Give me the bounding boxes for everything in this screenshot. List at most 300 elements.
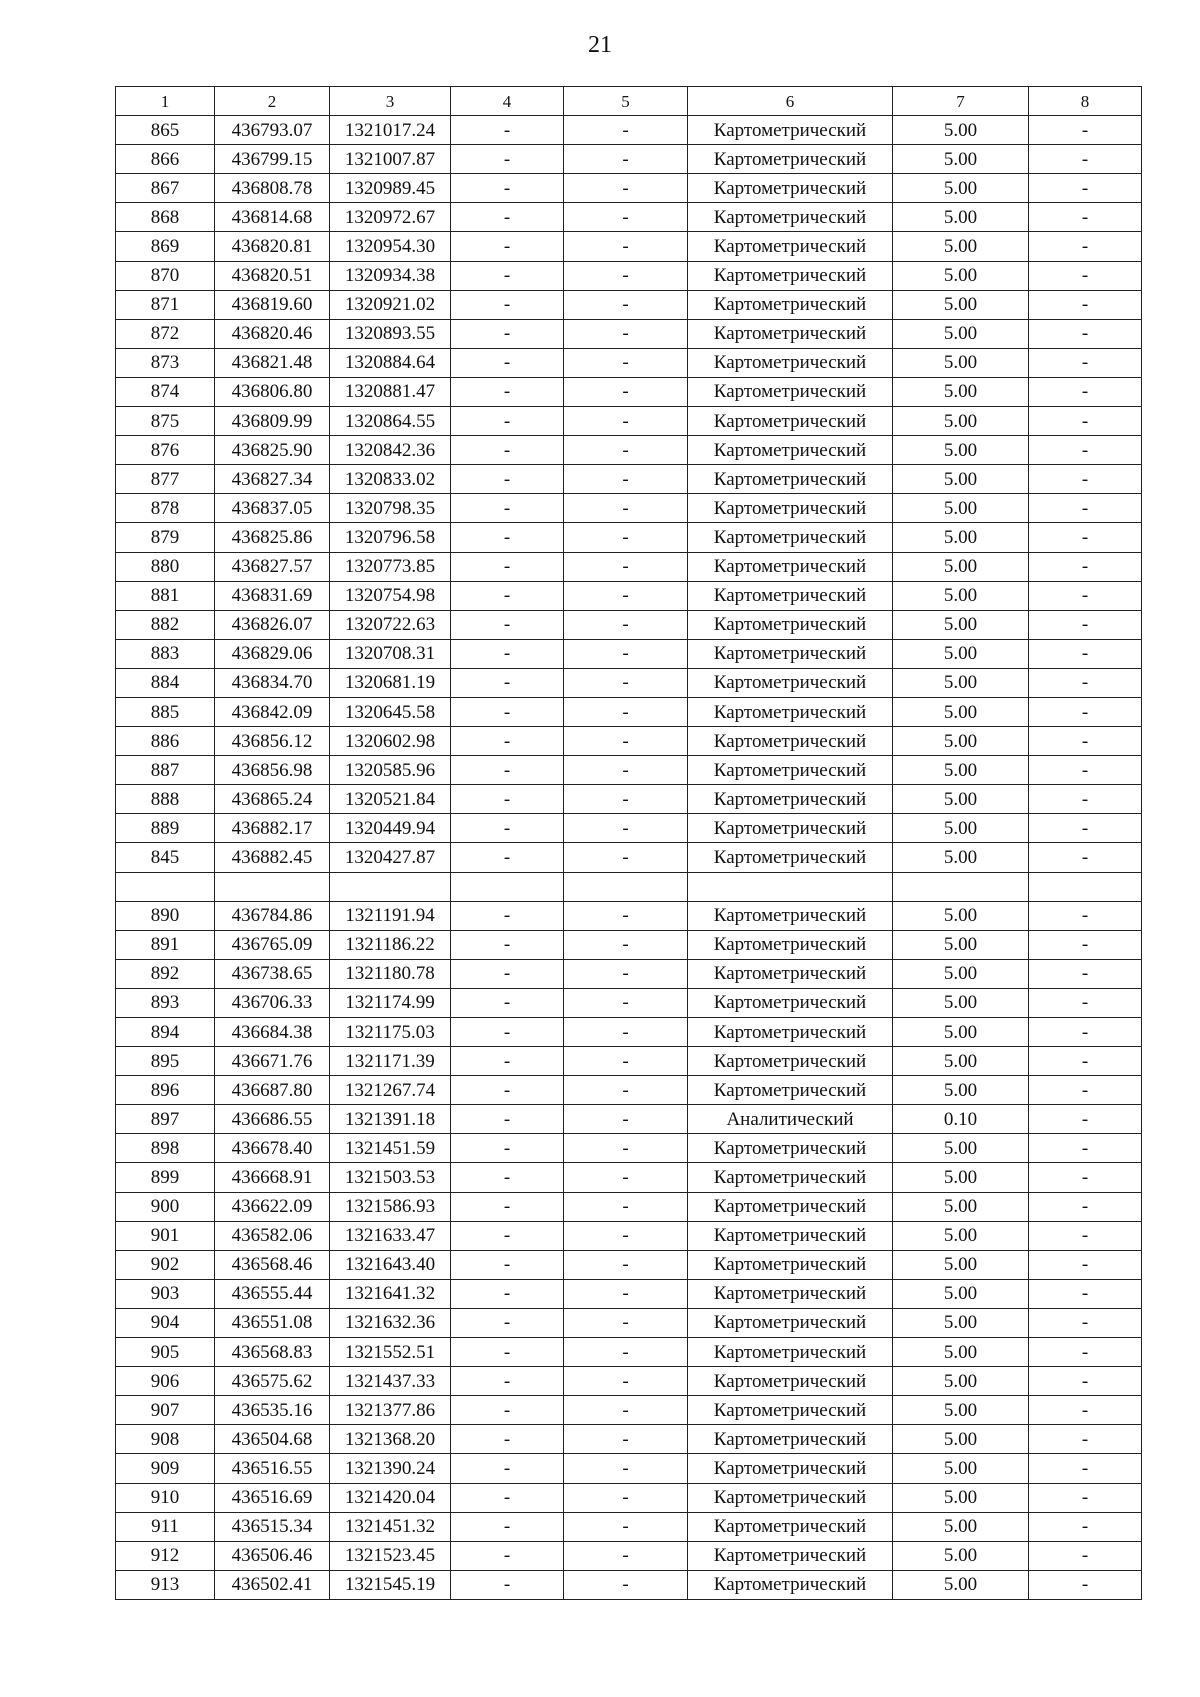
y-coordinate-cell: 1320884.64 — [330, 348, 451, 377]
point-number-cell — [116, 872, 215, 901]
accuracy-cell: 5.00 — [893, 1279, 1029, 1308]
col8-cell: - — [1029, 348, 1142, 377]
y-coordinate-cell: 1320972.67 — [330, 203, 451, 232]
col8-cell: - — [1029, 145, 1142, 174]
table-row — [116, 1076, 1142, 1105]
col5-cell: - — [564, 1250, 688, 1279]
y-coordinate-cell: 1321437.33 — [330, 1367, 451, 1396]
method-cell: Картометрический — [688, 1483, 893, 1512]
col4-cell: - — [451, 1483, 564, 1512]
x-coordinate-cell: 436555.44 — [215, 1279, 330, 1308]
y-coordinate-cell: 1321174.99 — [330, 988, 451, 1017]
point-number-cell: 906 — [116, 1367, 215, 1396]
point-number-cell: 902 — [116, 1250, 215, 1279]
col5-cell: - — [564, 668, 688, 697]
accuracy-cell: 5.00 — [893, 1338, 1029, 1367]
col4-cell: - — [451, 1308, 564, 1337]
y-coordinate-cell: 1321186.22 — [330, 930, 451, 959]
col5-cell: - — [564, 756, 688, 785]
table-row — [116, 1454, 1142, 1483]
col8-cell: - — [1029, 407, 1142, 436]
col5-cell: - — [564, 843, 688, 872]
column-header-7: 7 — [893, 87, 1029, 116]
accuracy-cell: 5.00 — [893, 1367, 1029, 1396]
accuracy-cell: 0.10 — [893, 1105, 1029, 1134]
y-coordinate-cell: 1321420.04 — [330, 1483, 451, 1512]
table-row — [116, 1221, 1142, 1250]
table-row — [116, 581, 1142, 610]
col4-cell: - — [451, 668, 564, 697]
col4-cell: - — [451, 727, 564, 756]
method-cell: Картометрический — [688, 290, 893, 319]
col8-cell: - — [1029, 1076, 1142, 1105]
y-coordinate-cell: 1321391.18 — [330, 1105, 451, 1134]
point-number-cell: 845 — [116, 843, 215, 872]
y-coordinate-cell: 1321586.93 — [330, 1192, 451, 1221]
table-row — [116, 407, 1142, 436]
col8-cell: - — [1029, 319, 1142, 348]
y-coordinate-cell: 1321175.03 — [330, 1018, 451, 1047]
table-row — [116, 901, 1142, 930]
table-row — [116, 814, 1142, 843]
point-number-cell: 872 — [116, 319, 215, 348]
col8-cell: - — [1029, 1570, 1142, 1599]
method-cell: Картометрический — [688, 1541, 893, 1570]
col8-cell: - — [1029, 814, 1142, 843]
point-number-cell: 911 — [116, 1512, 215, 1541]
col5-cell: - — [564, 901, 688, 930]
method-cell: Картометрический — [688, 407, 893, 436]
accuracy-cell: 5.00 — [893, 232, 1029, 261]
col8-cell: - — [1029, 523, 1142, 552]
x-coordinate-cell: 436582.06 — [215, 1221, 330, 1250]
method-cell: Картометрический — [688, 377, 893, 406]
method-cell: Картометрический — [688, 785, 893, 814]
col5-cell: - — [564, 552, 688, 581]
point-number-cell: 898 — [116, 1134, 215, 1163]
point-number-cell: 905 — [116, 1338, 215, 1367]
col4-cell: - — [451, 1570, 564, 1599]
accuracy-cell: 5.00 — [893, 523, 1029, 552]
method-cell: Аналитический — [688, 1105, 893, 1134]
accuracy-cell: 5.00 — [893, 1570, 1029, 1599]
point-number-cell: 901 — [116, 1221, 215, 1250]
method-cell: Картометрический — [688, 1076, 893, 1105]
x-coordinate-cell: 436827.34 — [215, 465, 330, 494]
col5-cell: - — [564, 1076, 688, 1105]
point-number-cell: 875 — [116, 407, 215, 436]
accuracy-cell: 5.00 — [893, 1308, 1029, 1337]
accuracy-cell: 5.00 — [893, 1250, 1029, 1279]
y-coordinate-cell: 1320602.98 — [330, 727, 451, 756]
table-row — [116, 872, 1142, 901]
col8-cell: - — [1029, 232, 1142, 261]
y-coordinate-cell: 1320645.58 — [330, 697, 451, 726]
method-cell: Картометрический — [688, 1367, 893, 1396]
col8-cell: - — [1029, 843, 1142, 872]
accuracy-cell: 5.00 — [893, 1192, 1029, 1221]
method-cell: Картометрический — [688, 436, 893, 465]
y-coordinate-cell: 1321633.47 — [330, 1221, 451, 1250]
col8-cell: - — [1029, 785, 1142, 814]
y-coordinate-cell: 1321017.24 — [330, 116, 451, 145]
y-coordinate-cell: 1321171.39 — [330, 1047, 451, 1076]
x-coordinate-cell: 436821.48 — [215, 348, 330, 377]
col4-cell: - — [451, 319, 564, 348]
method-cell: Картометрический — [688, 1338, 893, 1367]
col4-cell: - — [451, 581, 564, 610]
col5-cell: - — [564, 1163, 688, 1192]
method-cell: Картометрический — [688, 668, 893, 697]
x-coordinate-cell: 436827.57 — [215, 552, 330, 581]
method-cell: Картометрический — [688, 1018, 893, 1047]
x-coordinate-cell: 436814.68 — [215, 203, 330, 232]
y-coordinate-cell: 1321267.74 — [330, 1076, 451, 1105]
x-coordinate-cell: 436575.62 — [215, 1367, 330, 1396]
x-coordinate-cell: 436738.65 — [215, 959, 330, 988]
col5-cell: - — [564, 1221, 688, 1250]
col4-cell: - — [451, 145, 564, 174]
x-coordinate-cell: 436515.34 — [215, 1512, 330, 1541]
point-number-cell: 879 — [116, 523, 215, 552]
y-coordinate-cell: 1320449.94 — [330, 814, 451, 843]
col5-cell: - — [564, 1279, 688, 1308]
method-cell: Картометрический — [688, 1192, 893, 1221]
col4-cell: - — [451, 116, 564, 145]
col8-cell: - — [1029, 552, 1142, 581]
method-cell: Картометрический — [688, 581, 893, 610]
y-coordinate-cell: 1321007.87 — [330, 145, 451, 174]
x-coordinate-cell: 436829.06 — [215, 639, 330, 668]
accuracy-cell: 5.00 — [893, 843, 1029, 872]
col8-cell: - — [1029, 756, 1142, 785]
col5-cell: - — [564, 639, 688, 668]
col8-cell: - — [1029, 1279, 1142, 1308]
accuracy-cell: 5.00 — [893, 436, 1029, 465]
col4-cell: - — [451, 1250, 564, 1279]
table-row — [116, 145, 1142, 174]
method-cell: Картометрический — [688, 1163, 893, 1192]
table-row — [116, 290, 1142, 319]
col4-cell: - — [451, 1105, 564, 1134]
x-coordinate-cell: 436820.81 — [215, 232, 330, 261]
coordinates-table — [115, 86, 1142, 1600]
page-number: 21 — [588, 32, 612, 58]
col4-cell: - — [451, 1541, 564, 1570]
col8-cell: - — [1029, 668, 1142, 697]
x-coordinate-cell: 436882.45 — [215, 843, 330, 872]
x-coordinate-cell: 436842.09 — [215, 697, 330, 726]
y-coordinate-cell: 1320585.96 — [330, 756, 451, 785]
point-number-cell: 899 — [116, 1163, 215, 1192]
accuracy-cell: 5.00 — [893, 465, 1029, 494]
method-cell: Картометрический — [688, 494, 893, 523]
table-row — [116, 1105, 1142, 1134]
col8-cell: - — [1029, 1425, 1142, 1454]
y-coordinate-cell: 1320681.19 — [330, 668, 451, 697]
y-coordinate-cell: 1320796.58 — [330, 523, 451, 552]
table-row — [116, 1570, 1142, 1599]
table-row — [116, 1308, 1142, 1337]
accuracy-cell: 5.00 — [893, 494, 1029, 523]
accuracy-cell: 5.00 — [893, 1454, 1029, 1483]
col4-cell: - — [451, 552, 564, 581]
point-number-cell: 908 — [116, 1425, 215, 1454]
accuracy-cell: 5.00 — [893, 1076, 1029, 1105]
col4-cell: - — [451, 843, 564, 872]
table-row — [116, 785, 1142, 814]
col8-cell: - — [1029, 1221, 1142, 1250]
accuracy-cell: 5.00 — [893, 959, 1029, 988]
col8-cell: - — [1029, 1018, 1142, 1047]
accuracy-cell: 5.00 — [893, 1163, 1029, 1192]
point-number-cell: 891 — [116, 930, 215, 959]
point-number-cell: 913 — [116, 1570, 215, 1599]
method-cell: Картометрический — [688, 1454, 893, 1483]
x-coordinate-cell: 436826.07 — [215, 610, 330, 639]
col5-cell: - — [564, 232, 688, 261]
accuracy-cell: 5.00 — [893, 756, 1029, 785]
accuracy-cell: 5.00 — [893, 116, 1029, 145]
y-coordinate-cell: 1321545.19 — [330, 1570, 451, 1599]
x-coordinate-cell: 436551.08 — [215, 1308, 330, 1337]
point-number-cell: 866 — [116, 145, 215, 174]
col8-cell: - — [1029, 1541, 1142, 1570]
col8-cell: - — [1029, 988, 1142, 1017]
table-row — [116, 377, 1142, 406]
point-number-cell: 871 — [116, 290, 215, 319]
table-row — [116, 523, 1142, 552]
method-cell: Картометрический — [688, 174, 893, 203]
y-coordinate-cell: 1320881.47 — [330, 377, 451, 406]
accuracy-cell: 5.00 — [893, 1541, 1029, 1570]
y-coordinate-cell: 1321180.78 — [330, 959, 451, 988]
x-coordinate-cell: 436834.70 — [215, 668, 330, 697]
col8-cell: - — [1029, 261, 1142, 290]
point-number-cell: 889 — [116, 814, 215, 843]
point-number-cell: 895 — [116, 1047, 215, 1076]
x-coordinate-cell: 436516.55 — [215, 1454, 330, 1483]
table-row — [116, 639, 1142, 668]
col8-cell: - — [1029, 1308, 1142, 1337]
table-body — [116, 116, 1142, 1600]
col4-cell: - — [451, 523, 564, 552]
method-cell: Картометрический — [688, 843, 893, 872]
table-row — [116, 1134, 1142, 1163]
method-cell: Картометрический — [688, 727, 893, 756]
point-number-cell: 912 — [116, 1541, 215, 1570]
col4-cell: - — [451, 407, 564, 436]
col4-cell: - — [451, 1425, 564, 1454]
accuracy-cell: 5.00 — [893, 785, 1029, 814]
method-cell: Картометрический — [688, 901, 893, 930]
x-coordinate-cell: 436668.91 — [215, 1163, 330, 1192]
col8-cell: - — [1029, 1105, 1142, 1134]
accuracy-cell: 5.00 — [893, 290, 1029, 319]
accuracy-cell: 5.00 — [893, 930, 1029, 959]
y-coordinate-cell: 1320708.31 — [330, 639, 451, 668]
method-cell: Картометрический — [688, 756, 893, 785]
x-coordinate-cell: 436799.15 — [215, 145, 330, 174]
column-header-6: 6 — [688, 87, 893, 116]
col8-cell: - — [1029, 959, 1142, 988]
point-number-cell: 876 — [116, 436, 215, 465]
column-header-5: 5 — [564, 87, 688, 116]
y-coordinate-cell: 1320842.36 — [330, 436, 451, 465]
accuracy-cell: 5.00 — [893, 697, 1029, 726]
point-number-cell: 894 — [116, 1018, 215, 1047]
col5-cell: - — [564, 785, 688, 814]
y-coordinate-cell: 1321503.53 — [330, 1163, 451, 1192]
y-coordinate-cell: 1320934.38 — [330, 261, 451, 290]
x-coordinate-cell: 436678.40 — [215, 1134, 330, 1163]
method-cell: Картометрический — [688, 116, 893, 145]
col8-cell: - — [1029, 1047, 1142, 1076]
accuracy-cell: 5.00 — [893, 814, 1029, 843]
col8-cell: - — [1029, 581, 1142, 610]
table-row — [116, 1163, 1142, 1192]
col4-cell: - — [451, 232, 564, 261]
col5-cell: - — [564, 377, 688, 406]
table-row — [116, 697, 1142, 726]
x-coordinate-cell: 436784.86 — [215, 901, 330, 930]
x-coordinate-cell: 436831.69 — [215, 581, 330, 610]
x-coordinate-cell: 436809.99 — [215, 407, 330, 436]
x-coordinate-cell: 436687.80 — [215, 1076, 330, 1105]
col5-cell: - — [564, 494, 688, 523]
point-number-cell: 867 — [116, 174, 215, 203]
col4-cell: - — [451, 494, 564, 523]
table-row — [116, 1512, 1142, 1541]
method-cell: Картометрический — [688, 203, 893, 232]
y-coordinate-cell: 1320989.45 — [330, 174, 451, 203]
col4-cell: - — [451, 639, 564, 668]
col5-cell — [564, 872, 688, 901]
table-row — [116, 1192, 1142, 1221]
accuracy-cell: 5.00 — [893, 377, 1029, 406]
x-coordinate-cell: 436825.90 — [215, 436, 330, 465]
accuracy-cell: 5.00 — [893, 1483, 1029, 1512]
accuracy-cell: 5.00 — [893, 901, 1029, 930]
point-number-cell: 882 — [116, 610, 215, 639]
table-row — [116, 1425, 1142, 1454]
col5-cell: - — [564, 290, 688, 319]
col4-cell: - — [451, 1076, 564, 1105]
method-cell: Картометрический — [688, 1279, 893, 1308]
col8-cell: - — [1029, 1367, 1142, 1396]
y-coordinate-cell: 1321552.51 — [330, 1338, 451, 1367]
col5-cell: - — [564, 523, 688, 552]
y-coordinate-cell: 1320954.30 — [330, 232, 451, 261]
point-number-cell: 877 — [116, 465, 215, 494]
point-number-cell: 878 — [116, 494, 215, 523]
accuracy-cell: 5.00 — [893, 639, 1029, 668]
accuracy-cell: 5.00 — [893, 1134, 1029, 1163]
col5-cell: - — [564, 407, 688, 436]
col5-cell: - — [564, 174, 688, 203]
col8-cell: - — [1029, 494, 1142, 523]
col8-cell: - — [1029, 377, 1142, 406]
accuracy-cell: 5.00 — [893, 727, 1029, 756]
point-number-cell: 896 — [116, 1076, 215, 1105]
accuracy-cell: 5.00 — [893, 1396, 1029, 1425]
point-number-cell: 904 — [116, 1308, 215, 1337]
column-header-2: 2 — [215, 87, 330, 116]
col8-cell: - — [1029, 727, 1142, 756]
point-number-cell: 886 — [116, 727, 215, 756]
method-cell: Картометрический — [688, 1134, 893, 1163]
x-coordinate-cell: 436819.60 — [215, 290, 330, 319]
col5-cell: - — [564, 116, 688, 145]
y-coordinate-cell: 1320521.84 — [330, 785, 451, 814]
table-row — [116, 668, 1142, 697]
method-cell: Картометрический — [688, 232, 893, 261]
x-coordinate-cell — [215, 872, 330, 901]
col5-cell: - — [564, 203, 688, 232]
col5-cell: - — [564, 814, 688, 843]
point-number-cell: 881 — [116, 581, 215, 610]
table-row — [116, 756, 1142, 785]
col4-cell: - — [451, 1512, 564, 1541]
col5-cell: - — [564, 727, 688, 756]
x-coordinate-cell: 436568.83 — [215, 1338, 330, 1367]
col5-cell: - — [564, 581, 688, 610]
col8-cell: - — [1029, 901, 1142, 930]
point-number-cell: 868 — [116, 203, 215, 232]
point-number-cell: 907 — [116, 1396, 215, 1425]
accuracy-cell — [893, 872, 1029, 901]
y-coordinate-cell: 1321632.36 — [330, 1308, 451, 1337]
point-number-cell: 909 — [116, 1454, 215, 1483]
y-coordinate-cell: 1320893.55 — [330, 319, 451, 348]
point-number-cell: 897 — [116, 1105, 215, 1134]
col8-cell: - — [1029, 639, 1142, 668]
x-coordinate-cell: 436793.07 — [215, 116, 330, 145]
method-cell: Картометрический — [688, 959, 893, 988]
table-row — [116, 1367, 1142, 1396]
table-row — [116, 1047, 1142, 1076]
col8-cell: - — [1029, 1192, 1142, 1221]
accuracy-cell: 5.00 — [893, 145, 1029, 174]
y-coordinate-cell: 1321451.59 — [330, 1134, 451, 1163]
table-row — [116, 988, 1142, 1017]
accuracy-cell: 5.00 — [893, 668, 1029, 697]
method-cell: Картометрический — [688, 145, 893, 174]
point-number-cell: 887 — [116, 756, 215, 785]
x-coordinate-cell: 436535.16 — [215, 1396, 330, 1425]
table-row — [116, 610, 1142, 639]
point-number-cell: 903 — [116, 1279, 215, 1308]
accuracy-cell: 5.00 — [893, 174, 1029, 203]
col4-cell: - — [451, 959, 564, 988]
y-coordinate-cell: 1320427.87 — [330, 843, 451, 872]
accuracy-cell: 5.00 — [893, 552, 1029, 581]
method-cell: Картометрический — [688, 988, 893, 1017]
col4-cell: - — [451, 697, 564, 726]
table-row — [116, 1018, 1142, 1047]
x-coordinate-cell: 436856.98 — [215, 756, 330, 785]
y-coordinate-cell: 1320798.35 — [330, 494, 451, 523]
point-number-cell: 873 — [116, 348, 215, 377]
point-number-cell: 890 — [116, 901, 215, 930]
accuracy-cell: 5.00 — [893, 319, 1029, 348]
col8-cell: - — [1029, 465, 1142, 494]
table-row — [116, 1396, 1142, 1425]
accuracy-cell: 5.00 — [893, 1047, 1029, 1076]
table-row — [116, 494, 1142, 523]
point-number-cell: 874 — [116, 377, 215, 406]
table-row — [116, 232, 1142, 261]
